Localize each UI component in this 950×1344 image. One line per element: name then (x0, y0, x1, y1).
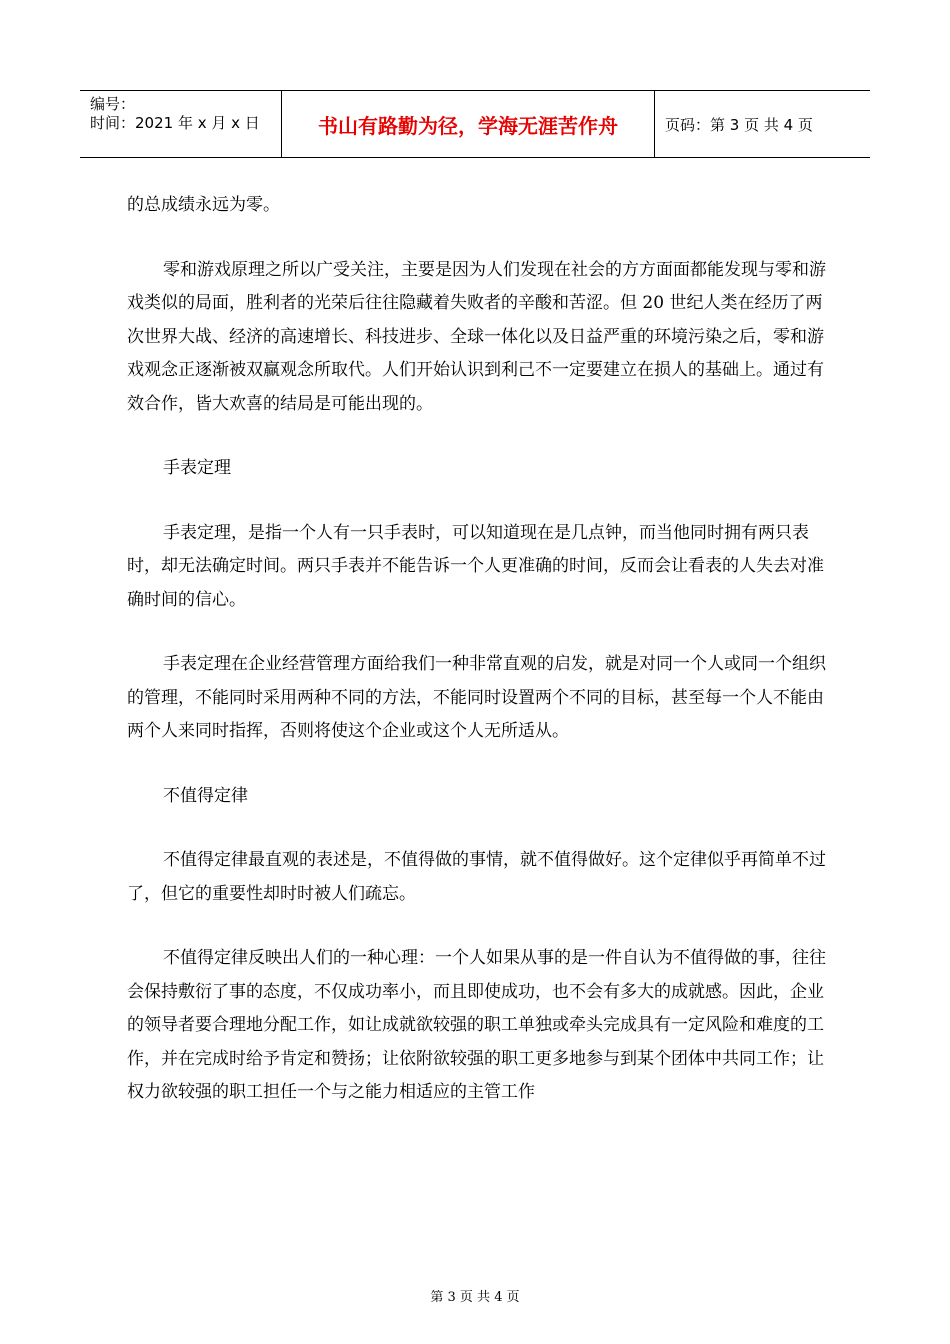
paragraph-continuation: 的总成绩永远为零。 (127, 195, 280, 215)
paragraph-not-worth-definition: 不值得定律最直观的表述是，不值得做的事情，就不值得做好。这个定律似乎再简单不过了，但它的重要性却时时被人们疏忘。 (127, 850, 826, 904)
footer-page-label: 第 3 页 共 4 页 (430, 1290, 520, 1305)
document-header (80, 90, 870, 158)
document-time-label: 时间：2021 年 x 月 x 日 (90, 114, 260, 132)
page-footer (0, 1286, 950, 1305)
paragraph-watch-management: 手表定理在企业经营管理方面给我们一种非常直观的启发，就是对同一个人或同一个组织的管理，不能同时采用两种不同的方法，不能同时设置两个不同的目标，甚至每一个人不能由两个人来同时指挥，否则将使这个企业或这个人无所适从。 (127, 654, 826, 741)
header-meta-cell (80, 91, 281, 157)
header-motto: 书山有路勤为径，学海无涯苦作舟 (281, 91, 655, 157)
section-heading-not-worth-law: 不值得定律 (163, 785, 248, 806)
document-number-label: 编号： (90, 95, 136, 113)
section-heading-watch-theorem: 手表定理 (163, 458, 231, 478)
paragraph-watch-definition: 手表定理，是指一个人有一只手表时，可以知道现在是几点钟，而当他同时拥有两只表时，却无法确定时间。两只手表并不能告诉一个人更准确的时间，反而会让看表的人失去对准确时间的信心。 (127, 522, 824, 610)
paragraph-not-worth-psychology: 不值得定律反映出人们的一种心理：一个人如果从事的是一件自认为不值得做的事，往往会保持敷衍了事的态度，不仅成功率小，而且即使成功，也不会有多大的成就感。因此，企业的领导者要合理地分配工作，如让成就欲较强的职工单独或牵头完成具有一定风险和难度的工作，并在完成时给予肯定和赞扬；让依附欲较强的职工更多地参与到某个团体中共同工作；让权力欲较强的职工担任一个与之能力相适应的主管工作 (127, 948, 826, 1102)
document-body (127, 189, 827, 1141)
header-page-code: 页码：第 3 页 共 4 页 (665, 115, 813, 134)
paragraph-zero-sum: 零和游戏原理之所以广受关注，主要是因为人们发现在社会的方方面面都能发现与零和游戏类似的局面，胜利者的光荣后往往隐藏着失败者的辛酸和苦涩。但 20 世纪人类在经历了两次世界大战、经济的高速增长、科技进步、全球一体化以及日益严重的环境污染之后，零和游戏观念正逐渐被双赢观念所取代。人们开始认识到利己不一定要建立在损人的基础上。通过有效合作，皆大欢喜的结局是可能出现的。 (127, 259, 826, 414)
